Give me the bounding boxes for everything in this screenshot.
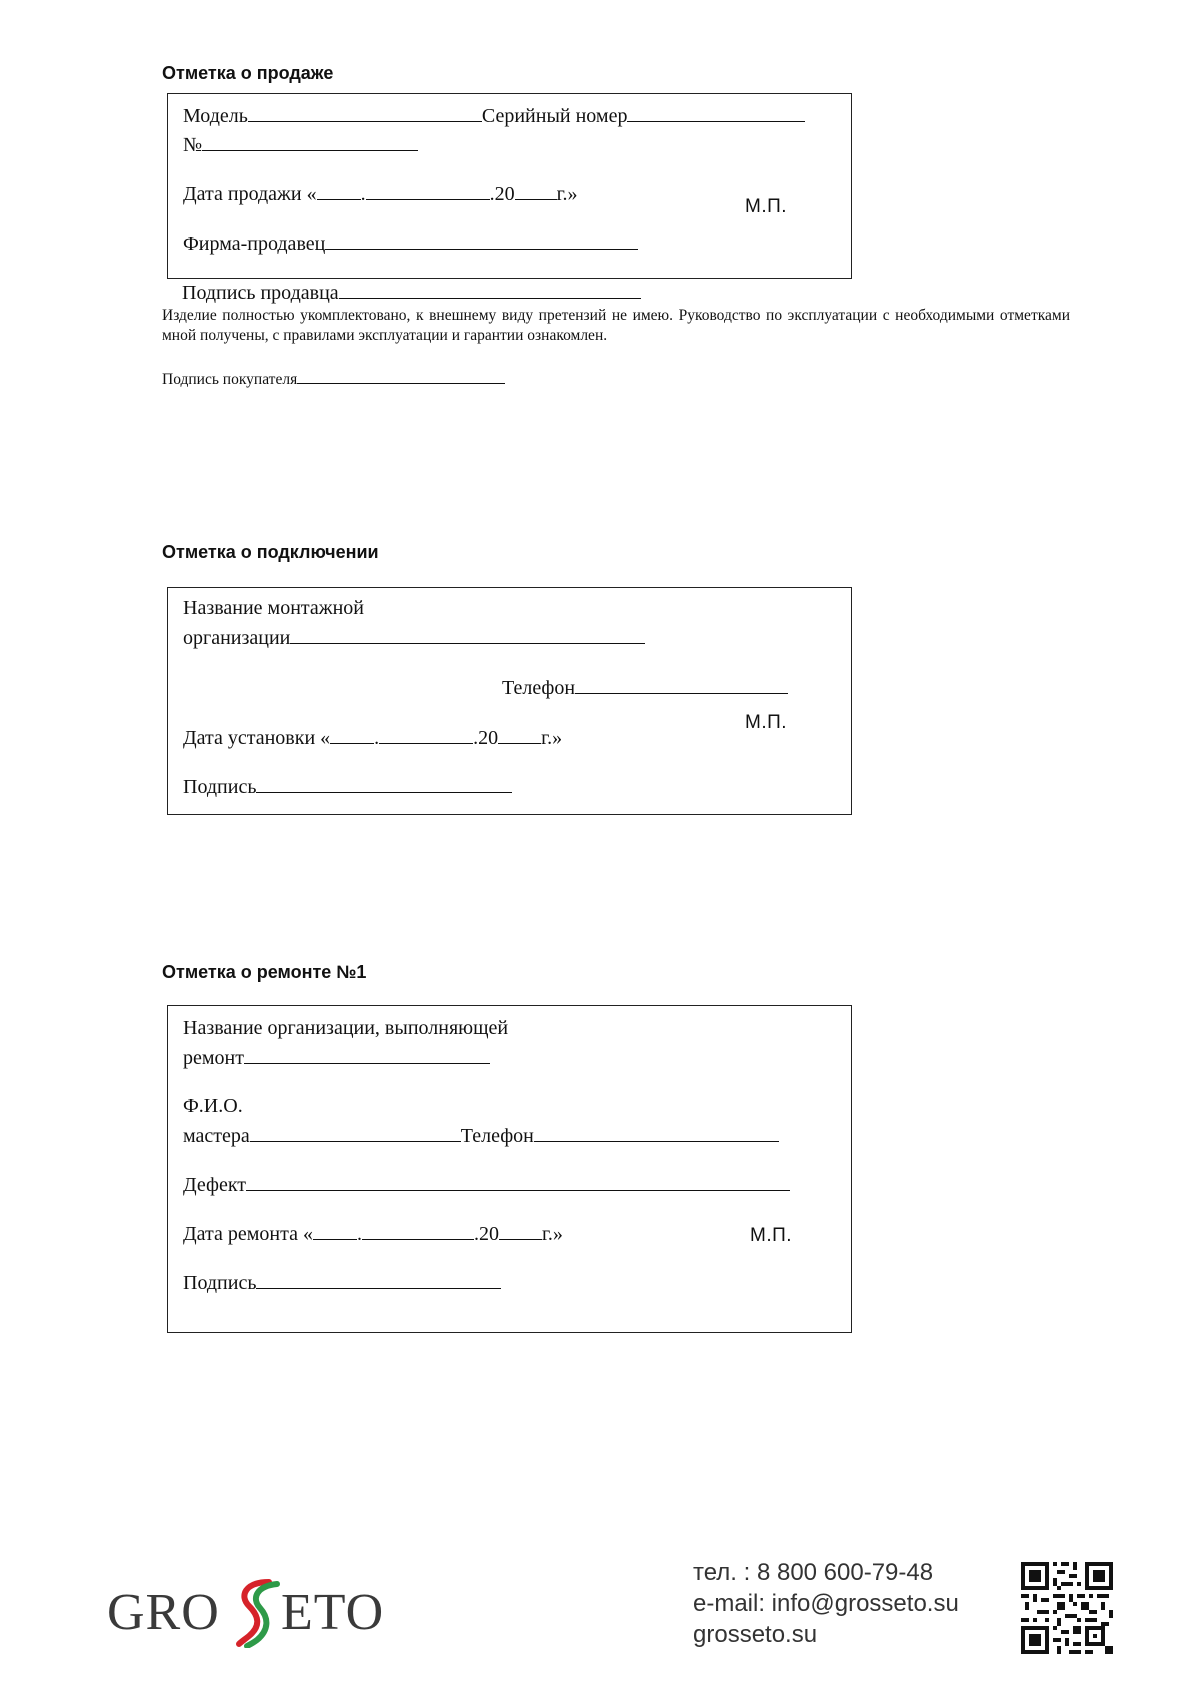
install-date-row — [183, 725, 562, 750]
seller-company-field[interactable] — [325, 231, 638, 250]
install-org-field[interactable] — [290, 625, 645, 644]
repair-date-month-field[interactable] — [362, 1221, 474, 1240]
date-year-prefix: .20 — [489, 183, 515, 205]
seller-signature-field[interactable] — [339, 280, 641, 299]
master-fio-label-line2: мастера — [183, 1125, 250, 1147]
defect-row — [183, 1172, 790, 1197]
install-org-label-line2: организации — [183, 627, 291, 649]
repair-phone-field[interactable] — [534, 1123, 779, 1142]
connection-box — [167, 587, 852, 815]
defect-label: Дефект — [183, 1174, 247, 1196]
seal-mark: М.П. — [745, 196, 788, 217]
buyer-signature-label: Подпись покупателя — [162, 371, 298, 388]
date-suffix: г.» — [541, 1223, 563, 1245]
sale-date-year-field[interactable] — [515, 181, 557, 200]
repair-date-row — [183, 1221, 563, 1246]
footer-phone[interactable]: тел. : 8 800 600-79-48 — [693, 1559, 934, 1586]
master-row — [183, 1123, 779, 1148]
seal-mark: М.П. — [745, 712, 788, 733]
seller-company-row — [183, 231, 638, 256]
install-date-label: Дата установки « — [183, 727, 331, 749]
install-org-row — [183, 625, 645, 650]
seller-company-label: Фирма-продавец — [183, 233, 326, 255]
buyer-signature-row — [162, 367, 505, 390]
sale-box — [167, 93, 852, 279]
sale-date-month-field[interactable] — [366, 181, 490, 200]
seller-signature-row — [182, 280, 641, 305]
install-org-label-line1: Название монтажной — [183, 597, 365, 619]
date-suffix: г.» — [541, 727, 563, 749]
repair-date-day-field[interactable] — [313, 1221, 357, 1240]
date-dot: . — [356, 1223, 362, 1245]
serial-field[interactable] — [627, 103, 805, 122]
repair-phone-label: Телефон — [460, 1125, 534, 1147]
date-dot: . — [374, 727, 380, 749]
number-field[interactable] — [202, 132, 418, 151]
repair-date-label: Дата ремонта « — [183, 1223, 313, 1245]
install-signature-row — [183, 774, 512, 799]
seller-signature-label: Подпись продавца — [182, 282, 339, 304]
install-phone-field[interactable] — [575, 675, 788, 694]
sale-date-day-field[interactable] — [317, 181, 361, 200]
logo-double-s-icon — [235, 1578, 281, 1648]
buyer-signature-field[interactable] — [297, 367, 505, 384]
repair-org-label-line1: Название организации, выполняющей — [183, 1017, 509, 1039]
date-dot: . — [360, 183, 366, 205]
install-phone-label: Телефон — [502, 677, 576, 699]
number-sign: № — [183, 134, 203, 156]
qr-code-icon — [1021, 1562, 1113, 1654]
date-year-prefix: .20 — [473, 1223, 499, 1245]
repair-signature-field[interactable] — [256, 1270, 501, 1289]
sale-date-row — [183, 181, 578, 206]
sale-heading: Отметка о продаже — [162, 63, 334, 83]
repair-signature-label: Подпись — [183, 1272, 257, 1294]
repair-org-label-line2: ремонт — [183, 1047, 244, 1069]
repair-org-row — [183, 1045, 490, 1070]
logo-text-left: GRO — [107, 1584, 220, 1641]
serial-label: Серийный номер — [481, 105, 628, 127]
seal-mark: М.П. — [750, 1225, 793, 1246]
date-suffix: г.» — [556, 183, 578, 205]
sale-number-row — [183, 132, 418, 157]
repair-signature-row — [183, 1270, 501, 1295]
repair-org-field[interactable] — [244, 1045, 490, 1064]
sale-date-label: Дата продажи « — [183, 183, 317, 205]
install-date-day-field[interactable] — [330, 725, 374, 744]
defect-field[interactable] — [246, 1172, 790, 1191]
install-signature-label: Подпись — [183, 776, 257, 798]
footer-website[interactable]: grosseto.su — [693, 1621, 818, 1648]
sale-model-row — [183, 103, 805, 128]
connection-heading: Отметка о подключении — [162, 542, 379, 562]
install-date-month-field[interactable] — [379, 725, 473, 744]
model-field[interactable] — [248, 103, 482, 122]
date-year-prefix: .20 — [473, 727, 499, 749]
master-fio-label-line1: Ф.И.О. — [183, 1095, 243, 1117]
repair-heading: Отметка о ремонте №1 — [162, 962, 367, 982]
repair-box — [167, 1005, 852, 1333]
install-date-year-field[interactable] — [498, 725, 541, 744]
repair-date-year-field[interactable] — [499, 1221, 542, 1240]
install-signature-field[interactable] — [256, 774, 512, 793]
logo-text-right: ETO — [281, 1584, 385, 1641]
footer-email[interactable]: e-mail: info@grosseto.su — [693, 1590, 959, 1617]
install-phone-row — [502, 675, 788, 700]
master-fio-field[interactable] — [250, 1123, 461, 1142]
buyer-statement: Изделие полностью укомплектовано, к внешнему виду претензий не имею. Руководство по эксплуатации с необходимыми отметками мной получены, с правилами эксплуатации и гарантии ознакомлен. — [162, 307, 1070, 344]
model-label: Модель — [183, 105, 248, 127]
